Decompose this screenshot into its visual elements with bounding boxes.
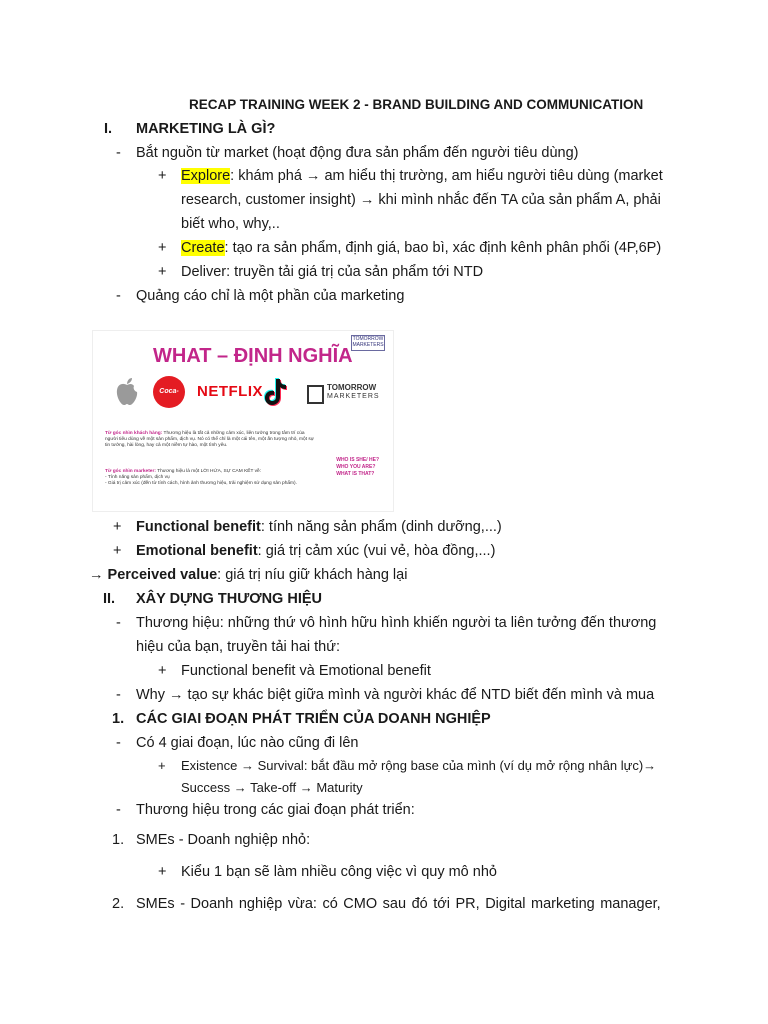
perceived-value-label: Perceived value xyxy=(107,567,218,583)
medium-business-line: SMEs - Doanh nghiệp vừa: có CMO sau đó tới PR, Digital marketing manager, xyxy=(136,896,661,912)
tiktok-logo-icon xyxy=(263,377,287,407)
bullet-dash: - xyxy=(116,615,121,631)
perceived-value-text: : giá trị níu giữ khách hàng lại xyxy=(217,567,408,583)
brand-definition-line-1: Thương hiệu: những thứ vô hình hữu hình khiến người ta liên tưởng đến thương xyxy=(136,615,657,631)
bullet-plus: + xyxy=(158,240,167,256)
why-line: Why → tạo sự khác biệt giữa mình và người khác để NTD biết đến mình và mua xyxy=(136,687,655,703)
corner-logo: TOMORROW MARKETERS xyxy=(351,335,385,351)
slide-paragraph-marketer xyxy=(105,469,315,487)
list-number-1: 1. xyxy=(112,832,125,848)
perceived-value-line xyxy=(89,565,407,585)
tmr-box-icon xyxy=(307,385,324,404)
netflix-logo: NETFLIX xyxy=(197,383,263,400)
slide-heading: WHAT – ĐỊNH NGHĨA xyxy=(153,345,353,367)
slide-text-customer: Thương hiệu là tất cả những cảm xúc, liên tưởng trong tâm trí của người tiêu dùng về một sản phẩm, dịch vụ. Nó có thể chỉ là một cái tên, một ấn tượng nhỏ, một sự tin tưởng, hài lòng, hay cả một niềm tự hào, một tình yêu. xyxy=(105,431,314,448)
create-text: : tạo ra sản phẩm, định giá, bao bì, xác định kênh phân phối (4P,6P) xyxy=(224,240,662,256)
slide-marketer-line-1: - Tính năng sản phẩm, dịch vụ xyxy=(105,475,170,480)
slide-paragraph-customer xyxy=(105,431,315,449)
bullet-dash: - xyxy=(116,288,121,304)
emotional-benefit-label: Emotional benefit xyxy=(136,543,258,559)
deliver-line: Deliver: truyền tải giá trị của sản phẩm tới NTD xyxy=(181,264,484,280)
slide-question-3: WHAT IS THAT? xyxy=(336,471,375,477)
tomorrow-marketers-logo xyxy=(307,383,380,405)
list-number-2: 2. xyxy=(112,896,125,912)
functional-benefit-text: : tính năng sản phẩm (dinh dưỡng,...) xyxy=(260,519,502,535)
bullet-plus: + xyxy=(158,864,167,880)
create-highlight: Create xyxy=(181,240,225,256)
explore-line-3: biết who, why,.. xyxy=(181,216,280,232)
emotional-benefit-text: : giá trị cảm xúc (vui vẻ, hòa đồng,...) xyxy=(257,543,496,559)
bullet-plus: + xyxy=(158,168,167,184)
explore-highlight: Explore xyxy=(181,168,231,184)
tmr-line-1: TOMORROW xyxy=(327,383,377,392)
section-1-heading: MARKETING LÀ GÌ? xyxy=(136,121,276,137)
section-2-heading: XÂY DỰNG THƯƠNG HIỆU xyxy=(136,591,323,607)
four-stages-line: Có 4 giai đoạn, lúc nào cũng đi lên xyxy=(136,735,359,751)
page-title: RECAP TRAINING WEEK 2 - BRAND BUILDING AND COMMUNICATION xyxy=(189,97,644,112)
subsection-1-heading: CÁC GIAI ĐOẠN PHÁT TRIỂN CỦA DOANH NGHIỆP xyxy=(136,711,491,727)
advertising-line: Quảng cáo chỉ là một phần của marketing xyxy=(136,288,405,304)
apple-logo-icon xyxy=(115,377,139,407)
bullet-plus: + xyxy=(113,543,122,559)
slide-text-marketer: Thương hiệu là một LỜI HỨA, SỰ CAM KẾT về: xyxy=(155,469,262,474)
coca-cola-logo: Coca-Cola xyxy=(153,376,185,408)
slide-label-customer: Từ góc nhìn khách hàng: xyxy=(105,431,163,436)
tmr-line-2: MARKETERS xyxy=(327,393,380,400)
stages-line-2: Success → Take-off → Maturity xyxy=(181,780,363,795)
section-1-marker: I. xyxy=(104,121,113,137)
emotional-benefit-line xyxy=(136,541,495,561)
section-2-marker: II. xyxy=(103,591,116,607)
slide-question-1: WHO IS SHE/ HE? xyxy=(336,457,379,463)
small-business-line: SMEs - Doanh nghiệp nhỏ: xyxy=(136,832,311,848)
explore-text-1: : khám phá → am hiểu thị trường, am hiểu người tiêu dùng (market xyxy=(230,168,663,184)
create-line xyxy=(181,238,661,258)
bullet-dash: - xyxy=(116,735,121,751)
bullet-plus: + xyxy=(158,264,167,280)
brand-definition-slide xyxy=(92,330,394,512)
brand-benefits-line: Functional benefit và Emotional benefit xyxy=(181,663,431,679)
bullet-dash: - xyxy=(116,145,121,161)
explore-line-1 xyxy=(181,166,663,186)
market-origin-text: Bắt nguồn từ market (hoạt động đưa sản phẩm đến người tiêu dùng) xyxy=(136,145,579,161)
brand-in-stages-line: Thương hiệu trong các giai đoạn phát triển: xyxy=(136,802,415,818)
brand-definition-line-2: hiệu của bạn, truyền tải hai thứ: xyxy=(136,639,340,655)
bullet-plus: + xyxy=(158,663,167,679)
functional-benefit-label: Functional benefit xyxy=(136,519,261,535)
bullet-plus: + xyxy=(158,758,166,773)
bullet-dash: - xyxy=(116,687,121,703)
subsection-1-marker: 1. xyxy=(112,711,125,727)
slide-marketer-line-2: - Giá trị cảm xúc (đến từ tính cách, hình ảnh thương hiệu, trải nghiệm sử dụng sản phẩm). xyxy=(105,481,297,486)
bullet-dash: - xyxy=(116,802,121,818)
stages-line-1: Existence → Survival: bắt đầu mở rộng base của mình (ví dụ mở rộng nhân lực)→ xyxy=(181,758,657,773)
small-business-detail: Kiểu 1 bạn sẽ làm nhiều công việc vì quy mô nhỏ xyxy=(181,864,497,880)
functional-benefit-line xyxy=(136,517,502,537)
bullet-plus: + xyxy=(113,519,122,535)
slide-label-marketer: Từ góc nhìn marketer: xyxy=(105,469,156,474)
arrow-icon: → xyxy=(89,567,108,583)
slide-questions xyxy=(336,457,379,478)
slide-question-2: WHO YOU ARE? xyxy=(336,464,376,470)
explore-line-2: research, customer insight) → khi mình nhắc đến TA của sản phẩm A, phải xyxy=(181,192,661,208)
